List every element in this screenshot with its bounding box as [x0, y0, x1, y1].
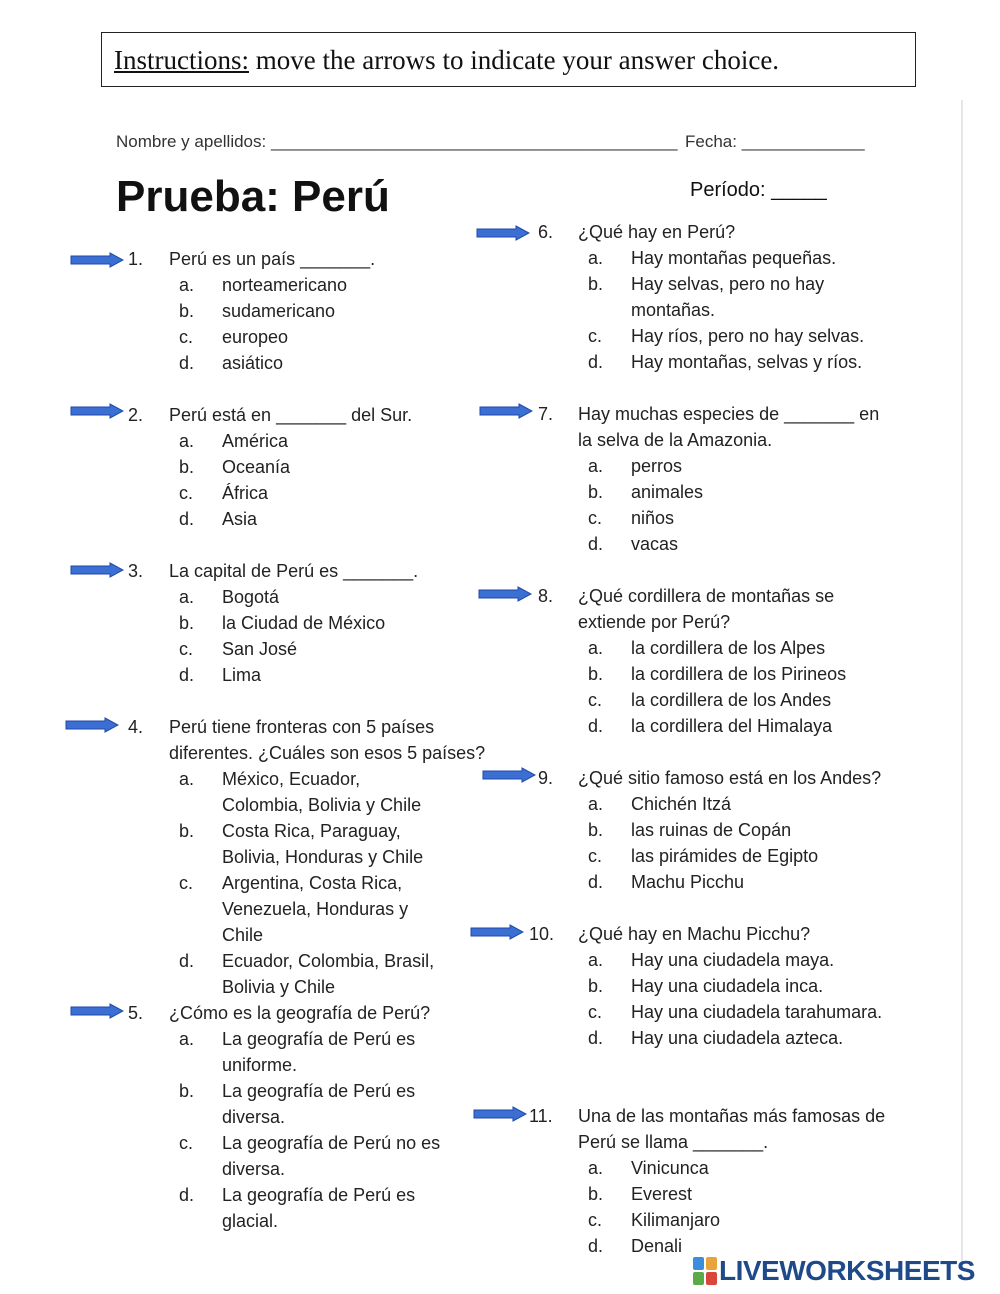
- question-number: 8.: [538, 586, 554, 606]
- answer-option: [179, 1026, 442, 1078]
- answer-option: [588, 687, 891, 713]
- option-letter: a.: [588, 456, 604, 476]
- option-text: África: [222, 483, 269, 503]
- answer-arrow-4[interactable]: [65, 717, 119, 733]
- option-letter: c.: [179, 327, 194, 347]
- answer-option: [179, 350, 442, 376]
- question-number: 6.: [538, 222, 554, 242]
- option-letter: a.: [179, 587, 195, 607]
- option-letter: a.: [588, 638, 604, 658]
- answer-arrow-11[interactable]: [473, 1106, 527, 1122]
- option-text: La geografía de Perú es uniforme.: [222, 1029, 416, 1075]
- option-letter: b.: [588, 820, 604, 840]
- question-stem: ¿Qué hay en Machu Picchu?: [578, 924, 811, 944]
- question-stem: Hay muchas especies de _______ en la selva de la Amazonia.: [578, 404, 880, 450]
- option-text: México, Ecuador, Colombia, Bolivia y Chile: [222, 769, 422, 815]
- option-letter: d.: [179, 951, 195, 971]
- period-label: Período: _____: [690, 179, 827, 201]
- answer-option: [588, 973, 891, 999]
- answer-option: [588, 245, 891, 271]
- option-letter: c.: [179, 483, 194, 503]
- answer-option: [179, 870, 442, 948]
- option-letter: a.: [588, 950, 604, 970]
- option-letter: d.: [588, 1028, 604, 1048]
- answer-options: [179, 584, 442, 688]
- answer-option: [588, 817, 891, 843]
- answer-option: [588, 869, 891, 895]
- option-text: San José: [222, 639, 298, 659]
- answer-option: [179, 454, 442, 480]
- option-text: Vinicunca: [631, 1158, 709, 1178]
- option-letter: b.: [179, 301, 195, 321]
- option-letter: c.: [588, 846, 603, 866]
- option-letter: c.: [588, 508, 603, 528]
- option-text: Everest: [631, 1184, 693, 1204]
- option-letter: a.: [179, 431, 195, 451]
- option-text: la cordillera de los Pirineos: [631, 664, 847, 684]
- question-number: 7.: [538, 404, 554, 424]
- option-text: norteamericano: [222, 275, 348, 295]
- question-stem: Una de las montañas más famosas de Perú se llama _______.: [578, 1106, 886, 1152]
- option-letter: d.: [179, 665, 195, 685]
- option-letter: a.: [179, 275, 195, 295]
- arrow-right-icon: [66, 718, 118, 732]
- instructions-text: move the arrows to indicate your answer choice.: [249, 45, 780, 75]
- answer-options: [179, 272, 442, 376]
- option-text: Ecuador, Colombia, Brasil, Bolivia y Chile: [222, 951, 435, 997]
- name-label: Nombre y apellidos: ___________________________________________: [116, 132, 678, 151]
- option-text: Hay una ciudadela tarahumara.: [631, 1002, 883, 1022]
- option-text: Hay montañas pequeñas.: [631, 248, 837, 268]
- option-text: La geografía de Perú es diversa.: [222, 1081, 416, 1127]
- answer-option: [179, 818, 442, 870]
- answer-option: [179, 298, 442, 324]
- option-text: niños: [631, 508, 675, 528]
- answer-option: [588, 453, 891, 479]
- option-text: la cordillera de los Alpes: [631, 638, 826, 658]
- question-stem: Perú está en _______ del Sur.: [169, 405, 413, 425]
- answer-option: [588, 531, 891, 557]
- answer-option: [179, 610, 442, 636]
- answer-options: [179, 428, 442, 532]
- option-letter: c.: [179, 873, 194, 893]
- arrow-right-icon: [71, 404, 123, 418]
- option-letter: c.: [588, 690, 603, 710]
- option-text: Hay selvas, pero no hay montañas.: [631, 274, 825, 320]
- option-letter: d.: [179, 353, 195, 373]
- answer-option: [588, 323, 891, 349]
- answer-arrow-7[interactable]: [479, 403, 533, 419]
- option-letter: b.: [588, 664, 604, 684]
- answer-options: [179, 766, 442, 1000]
- option-text: La geografía de Perú no es diversa.: [222, 1133, 441, 1179]
- answer-option: [588, 1155, 891, 1181]
- answer-option: [588, 947, 891, 973]
- answer-options: [179, 1026, 442, 1234]
- option-text: Kilimanjaro: [631, 1210, 721, 1230]
- answer-option: [588, 843, 891, 869]
- instructions-box: [101, 32, 916, 87]
- option-text: perros: [631, 456, 683, 476]
- option-letter: b.: [588, 976, 604, 996]
- question-number: 9.: [538, 768, 554, 788]
- option-text: Hay ríos, pero no hay selvas.: [631, 326, 865, 346]
- arrow-right-icon: [471, 925, 523, 939]
- answer-option: [179, 636, 442, 662]
- answer-arrow-6[interactable]: [476, 225, 530, 241]
- option-text: las pirámides de Egipto: [631, 846, 819, 866]
- answer-arrow-8[interactable]: [478, 586, 532, 602]
- answer-options: [588, 791, 891, 895]
- answer-option: [179, 506, 442, 532]
- option-text: América: [222, 431, 289, 451]
- question-stem: ¿Qué hay en Perú?: [578, 222, 736, 242]
- answer-option: [588, 505, 891, 531]
- answer-option: [179, 428, 442, 454]
- option-text: la Ciudad de México: [222, 613, 386, 633]
- arrow-right-icon: [71, 253, 123, 267]
- question-stem: ¿Cómo es la geografía de Perú?: [169, 1003, 431, 1023]
- question-number: 2.: [128, 405, 144, 425]
- question-stem: ¿Qué cordillera de montañas se extiende por Perú?: [578, 586, 835, 632]
- option-letter: b.: [588, 1184, 604, 1204]
- option-letter: d.: [179, 509, 195, 529]
- answer-option: [179, 766, 442, 818]
- answer-option: [588, 661, 891, 687]
- answer-options: [588, 635, 891, 739]
- option-letter: b.: [179, 457, 195, 477]
- answer-option: [588, 635, 891, 661]
- arrow-right-icon: [71, 563, 123, 577]
- option-letter: a.: [588, 1158, 604, 1178]
- answer-arrow-9[interactable]: [482, 767, 536, 783]
- option-letter: d.: [179, 1185, 195, 1205]
- option-text: la cordillera de los Andes: [631, 690, 832, 710]
- answer-option: [179, 272, 442, 298]
- option-text: Lima: [222, 665, 262, 685]
- option-letter: d.: [588, 1236, 604, 1256]
- answer-option: [179, 324, 442, 350]
- option-letter: d.: [588, 534, 604, 554]
- question-number: 1.: [128, 249, 144, 269]
- option-text: Oceanía: [222, 457, 291, 477]
- answer-option: [179, 1130, 442, 1182]
- answer-option: [588, 1025, 891, 1051]
- option-text: las ruinas de Copán: [631, 820, 792, 840]
- question-number: 10.: [529, 924, 555, 944]
- question-stem: La capital de Perú es _______.: [169, 561, 419, 581]
- answer-option: [179, 480, 442, 506]
- option-text: Bogotá: [222, 587, 280, 607]
- answer-option: [588, 349, 891, 375]
- option-text: Chichén Itzá: [631, 794, 732, 814]
- option-letter: b.: [588, 274, 604, 294]
- option-letter: a.: [588, 794, 604, 814]
- option-letter: d.: [588, 872, 604, 892]
- answer-arrow-10[interactable]: [470, 924, 524, 940]
- answer-option: [588, 791, 891, 817]
- option-text: Hay una ciudadela inca.: [631, 976, 824, 996]
- answer-option: [179, 584, 442, 610]
- option-text: sudamericano: [222, 301, 336, 321]
- answer-option: [588, 999, 891, 1025]
- option-text: Argentina, Costa Rica, Venezuela, Honduras y Chile: [222, 873, 409, 945]
- question-stem: Perú tiene fronteras con 5 países diferentes. ¿Cuáles son esos 5 países?: [169, 717, 486, 763]
- liveworksheets-badge-icon: [693, 1257, 717, 1285]
- answer-option: [588, 713, 891, 739]
- option-text: La geografía de Perú es glacial.: [222, 1185, 416, 1231]
- question-number: 5.: [128, 1003, 144, 1023]
- answer-option: [588, 1207, 891, 1233]
- option-text: Hay montañas, selvas y ríos.: [631, 352, 863, 372]
- option-letter: b.: [179, 1081, 195, 1101]
- option-text: Costa Rica, Paraguay, Bolivia, Honduras y Chile: [222, 821, 424, 867]
- arrow-right-icon: [483, 768, 535, 782]
- option-text: europeo: [222, 327, 289, 347]
- arrow-right-icon: [474, 1107, 526, 1121]
- option-text: Asia: [222, 509, 258, 529]
- arrow-right-icon: [480, 404, 532, 418]
- option-letter: d.: [588, 716, 604, 736]
- question-stem: ¿Qué sitio famoso está en los Andes?: [578, 768, 882, 788]
- date-label: Fecha: _____________: [685, 132, 865, 151]
- option-text: vacas: [631, 534, 679, 554]
- option-text: Denali: [631, 1236, 683, 1256]
- option-letter: a.: [179, 769, 195, 789]
- instructions-lead: Instructions:: [114, 45, 249, 75]
- option-text: Hay una ciudadela azteca.: [631, 1028, 844, 1048]
- option-text: Hay una ciudadela maya.: [631, 950, 835, 970]
- arrow-right-icon: [477, 226, 529, 240]
- option-letter: a.: [179, 1029, 195, 1049]
- logo-text: LIVEWORKSHEETS: [719, 1255, 975, 1286]
- answer-arrow-5[interactable]: [70, 1003, 124, 1019]
- question-stem: Perú es un país _______.: [169, 249, 376, 269]
- question-number: 3.: [128, 561, 144, 581]
- option-letter: c.: [588, 1002, 603, 1022]
- page-title: Prueba: Perú: [116, 172, 390, 221]
- question-number: 4.: [128, 717, 144, 737]
- option-letter: b.: [588, 482, 604, 502]
- answer-option: [588, 1181, 891, 1207]
- question-number: 11.: [529, 1106, 553, 1126]
- page-edge-divider: [961, 100, 963, 1270]
- answer-arrow-3[interactable]: [70, 562, 124, 578]
- option-text: la cordillera del Himalaya: [631, 716, 833, 736]
- answer-options: [588, 1155, 891, 1259]
- option-text: animales: [631, 482, 704, 502]
- answer-arrow-2[interactable]: [70, 403, 124, 419]
- answer-options: [588, 947, 891, 1051]
- answer-option: [179, 1078, 442, 1130]
- answer-option: [588, 271, 891, 323]
- arrow-right-icon: [71, 1004, 123, 1018]
- answer-option: [179, 948, 442, 1000]
- answer-option: [179, 1182, 442, 1234]
- option-letter: b.: [179, 821, 195, 841]
- option-letter: c.: [179, 1133, 194, 1153]
- option-letter: d.: [588, 352, 604, 372]
- option-letter: c.: [588, 326, 603, 346]
- arrow-right-icon: [479, 587, 531, 601]
- option-letter: b.: [179, 613, 195, 633]
- answer-options: [588, 453, 891, 557]
- answer-arrow-1[interactable]: [70, 252, 124, 268]
- option-letter: c.: [588, 1210, 603, 1230]
- option-letter: a.: [588, 248, 604, 268]
- answer-option: [179, 662, 442, 688]
- option-text: Machu Picchu: [631, 872, 745, 892]
- answer-options: [588, 245, 891, 375]
- answer-option: [588, 479, 891, 505]
- option-letter: c.: [179, 639, 194, 659]
- option-text: asiático: [222, 353, 284, 373]
